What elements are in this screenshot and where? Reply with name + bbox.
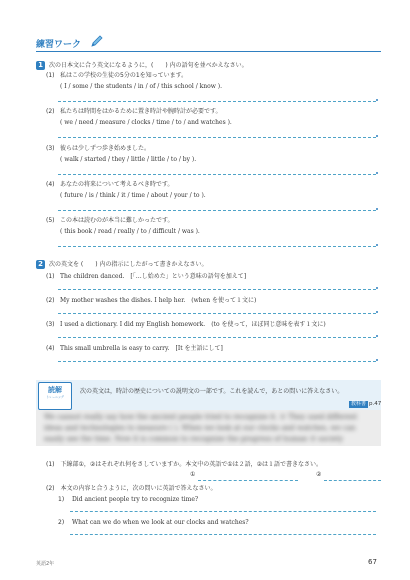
rewrite-prompt: I used a dictionary. I did my English homework. (to を使って，ほぼ同じ意味を表す１文に)	[60, 321, 326, 328]
rewrite-prompt: My mother washes the dishes. I help her. (when を使って１文に)	[60, 297, 257, 304]
question-1: (1) 下線部①，②はそれぞれ何をさしていますか。本文中の英語で①は２語，②は１語で書きなさい。	[46, 461, 323, 468]
sub-question-number: 1)	[58, 496, 65, 503]
japanese-sentence: あなたの将来について考えるべき時です。	[60, 181, 174, 188]
answer-label-2: ②	[316, 471, 322, 478]
sub-question-text: What can we do when we look at our clocks and watches?	[72, 519, 249, 526]
item-number: (4)	[46, 345, 55, 352]
word-choices: ( walk / started / they / little / little / to / by ).	[60, 156, 197, 163]
word-choices: ( we / need / measure / clocks / time / to / and watches ).	[60, 119, 232, 126]
answer-line[interactable]	[58, 337, 376, 338]
answer-line[interactable]	[58, 174, 376, 175]
page-title: 練習ワーク	[36, 40, 82, 50]
question-2: (2) 本文の内容と合うように，次の問いに英語で答えなさい。	[46, 485, 217, 492]
item-number: (3)	[46, 145, 55, 152]
answer-line[interactable]	[70, 534, 376, 535]
japanese-sentence: 彼らは少しずつ歩き始めました。	[60, 145, 151, 152]
line-end-dot	[376, 99, 378, 101]
line-end-dot	[376, 287, 378, 289]
section2-instruction: 次の英文を ( ) 内の指示にしたがって書きかえなさい。	[49, 261, 208, 268]
textbook-page: p.47	[369, 401, 382, 407]
answer-line-2[interactable]	[324, 480, 381, 481]
line-end-dot	[376, 311, 378, 313]
line-end-dot	[376, 208, 378, 210]
answer-line[interactable]	[58, 289, 376, 290]
answer-line[interactable]	[58, 361, 376, 362]
item-number: (4)	[46, 181, 55, 188]
line-end-dot	[376, 135, 378, 137]
sub-question-number: 2)	[58, 519, 65, 526]
item-number: (2)	[46, 297, 55, 304]
answer-line[interactable]	[58, 246, 376, 247]
reading-passage: We cannot really say how the ancient people tried to recognize it. ① They used different ideas and technologies to measure ( ). When we look at our clocks and watches, we can easily see the time. Now it is common to recognize the progress of human ② society	[44, 413, 358, 443]
rewrite-prompt: This small umbrella is easy to carry. [It を主語にして]	[60, 345, 223, 352]
line-end-dot	[376, 359, 378, 361]
item-number: (1)	[46, 72, 55, 79]
item-number: (2)	[46, 108, 55, 115]
pencil-icon	[90, 34, 104, 48]
word-choices: ( I / some / the students / in / of / this school / know ).	[60, 83, 223, 90]
section1-instruction: 次の日本文に合う英文になるように，( ) 内の語句を並べかえなさい。	[49, 62, 248, 69]
japanese-sentence: この本は読むのが本当に難しかったです。	[60, 217, 174, 224]
japanese-sentence: 私たちは時間をはかるために置き時計や腕時計が必要です。	[60, 108, 222, 115]
item-number: (3)	[46, 321, 55, 328]
textbook-tag: 教科書	[351, 401, 367, 407]
section1-number: 1	[36, 61, 45, 70]
sub-question-text: Did ancient people try to recognize time?	[72, 496, 199, 503]
item-number: (5)	[46, 217, 55, 224]
answer-line[interactable]	[58, 313, 376, 314]
section2-number: 2	[36, 260, 45, 269]
answer-line[interactable]	[58, 210, 376, 211]
item-number: (1)	[46, 273, 55, 280]
badge-top-text: 読解	[48, 386, 62, 394]
answer-line[interactable]	[58, 137, 376, 138]
line-end-dot	[376, 172, 378, 174]
reading-passage-box	[36, 410, 381, 446]
header-rule	[36, 51, 381, 52]
word-choices: ( this book / read / really / to / difficult / was ).	[60, 228, 200, 235]
answer-line[interactable]	[58, 101, 376, 102]
answer-label-1: ①	[190, 471, 196, 478]
answer-line[interactable]	[70, 511, 376, 512]
line-end-dot	[376, 244, 378, 246]
word-choices: ( future / is / think / it / time / about / your / to ).	[60, 192, 206, 199]
line-end-dot	[376, 335, 378, 337]
rewrite-prompt: The children danced. [「…し始めた」という意味の語句を加えて]	[60, 273, 247, 280]
footer-left: 英語2年	[36, 561, 55, 567]
answer-line-1[interactable]	[198, 480, 298, 481]
japanese-sentence: 私はこの学校の生徒の5分の1を知っています。	[60, 72, 188, 79]
reading-training-badge	[38, 382, 72, 410]
reading-instruction: 次の英文は，時計の歴史についての説明文の一部です。これを読んで，あとの問いに答えなさい。	[80, 388, 344, 395]
badge-sub-text: トレーニング	[46, 395, 64, 399]
page-number: 67	[368, 558, 377, 566]
